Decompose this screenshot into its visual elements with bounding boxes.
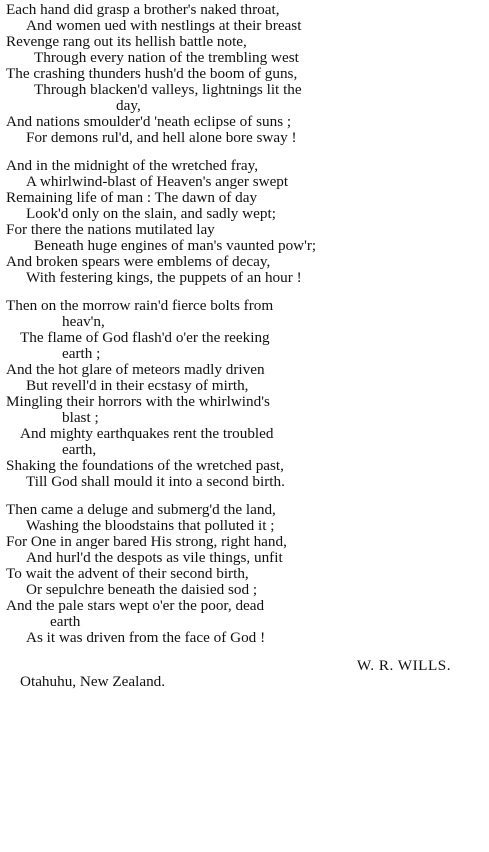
poem-line: A whirlwind-blast of Heaven's anger swept xyxy=(26,173,289,190)
poem-line: Then on the morrow rain'd fierce bolts from xyxy=(6,297,274,314)
poem-line: For One in anger bared His strong, right hand, xyxy=(6,533,287,550)
author-signature: W. R. WILLS. xyxy=(356,657,451,674)
poem-line: Revenge rang out its hellish battle note, xyxy=(6,33,247,50)
poem-line: And women ued with nestlings at their breast xyxy=(26,17,302,34)
poem-line: With festering kings, the puppets of an hour ! xyxy=(26,269,302,286)
poem-line: earth xyxy=(50,613,81,630)
poem-line: Or sepulchre beneath the daisied sod ; xyxy=(26,581,258,598)
poem-line: And the hot glare of meteors madly driven xyxy=(6,361,265,378)
poem-line: Washing the bloodstains that polluted it ; xyxy=(26,517,275,534)
poem-line: And mighty earthquakes rent the troubled xyxy=(20,425,274,442)
poem-line: The flame of God flash'd o'er the reeking xyxy=(20,329,270,346)
poem-line: And hurl'd the despots as vile things, unfit xyxy=(26,549,283,566)
poem-body xyxy=(6,2,485,646)
stanza-2 xyxy=(6,158,485,286)
poem-line: Each hand did grasp a brother's naked throat, xyxy=(6,1,280,18)
poem-line: And nations smoulder'd 'neath eclipse of suns ; xyxy=(6,113,292,130)
poem-line: day, xyxy=(116,97,141,114)
stanza-1 xyxy=(6,2,485,146)
poem-line: And the pale stars wept o'er the poor, dead xyxy=(6,597,265,614)
stanza-4 xyxy=(6,502,485,646)
poem-line: Through every nation of the trembling west xyxy=(34,49,299,66)
poem-line: And broken spears were emblems of decay, xyxy=(6,253,271,270)
poem-line: Shaking the foundations of the wretched past, xyxy=(6,457,284,474)
poem-line: earth ; xyxy=(62,345,101,362)
poem-line: Then came a deluge and submerg'd the land, xyxy=(6,501,276,518)
poem-line: For there the nations mutilated lay xyxy=(6,221,215,238)
poem-line: To wait the advent of their second birth, xyxy=(6,565,249,582)
poem-line: Mingling their horrors with the whirlwind's xyxy=(6,393,270,410)
poem-line: Beneath huge engines of man's vaunted pow'r; xyxy=(34,237,317,254)
stanza-3 xyxy=(6,298,485,490)
poem-line: blast ; xyxy=(62,409,99,426)
poem-line: As it was driven from the face of God ! xyxy=(26,629,266,646)
poem-line: The crashing thunders hush'd the boom of guns, xyxy=(6,65,298,82)
poem-line: Remaining life of man : The dawn of day xyxy=(6,189,258,206)
poem-line: And in the midnight of the wretched fray, xyxy=(6,157,259,174)
poem-line: heav'n, xyxy=(62,313,105,330)
poem-line: earth, xyxy=(62,441,97,458)
poem-line: But revell'd in their ecstasy of mirth, xyxy=(26,377,249,394)
poem-line: Till God shall mould it into a second birth. xyxy=(26,473,285,490)
poem-line: For demons rul'd, and hell alone bore sway ! xyxy=(26,129,297,146)
poem-line: Through blacken'd valleys, lightnings lit the xyxy=(34,81,302,98)
poem-line: Look'd only on the slain, and sadly wept; xyxy=(26,205,276,222)
author-location: Otahuhu, New Zealand. xyxy=(20,673,166,690)
